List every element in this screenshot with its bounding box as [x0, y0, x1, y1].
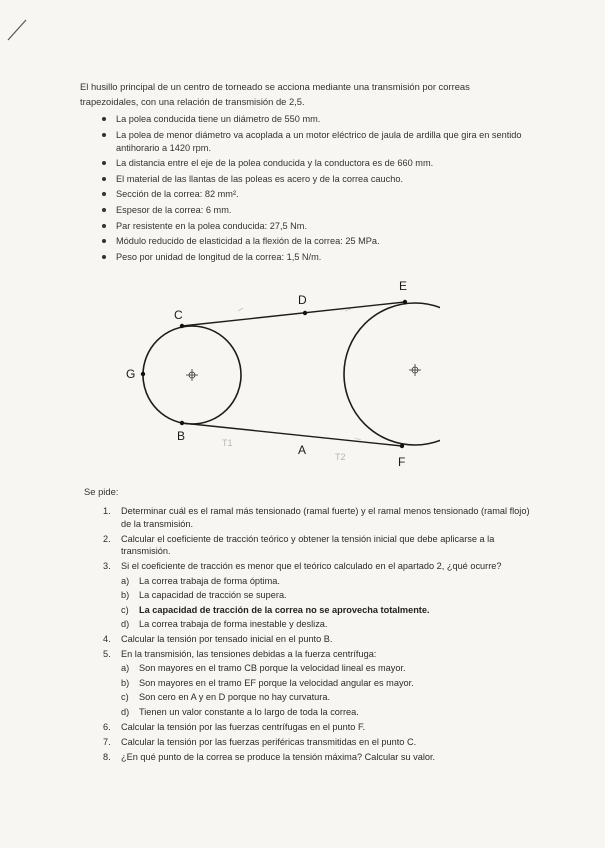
- large-pulley-center-icon: [409, 364, 421, 376]
- question-item: [103, 505, 533, 530]
- option-letter: d): [121, 706, 130, 717]
- option-text: La correa trabaja de forma inestable y desliza.: [139, 618, 328, 629]
- large-pulley: [344, 303, 440, 445]
- point-g: [141, 372, 145, 376]
- question-item: [103, 721, 533, 734]
- option-item: [121, 706, 533, 719]
- question-text: Calcular la tensión por las fuerzas centrífugas en el punto F.: [121, 721, 366, 732]
- list-item: Módulo reducido de elasticidad a la flexión de la correa: 25 MPa.: [100, 235, 530, 248]
- question-number: 7.: [103, 736, 111, 747]
- question-item: [103, 736, 533, 749]
- question-item: [103, 751, 533, 764]
- point-c: [180, 324, 184, 328]
- option-letter: c): [121, 692, 129, 703]
- list-item: Espesor de la correa: 6 mm.: [100, 204, 530, 217]
- option-letter: b): [121, 677, 130, 688]
- option-item: [121, 589, 533, 602]
- option-text: Son cero en A y en D porque no hay curvatura.: [139, 692, 331, 703]
- belt-upper-branch: [182, 302, 405, 326]
- pencil-marks: [238, 308, 361, 440]
- point-b: [180, 421, 184, 425]
- question-number: 4.: [103, 633, 111, 644]
- list-item: El material de las llantas de las poleas es acero y de la correa caucho.: [100, 173, 530, 186]
- option-text: La correa trabaja de forma óptima.: [139, 575, 280, 586]
- option-letter: b): [121, 590, 130, 601]
- section-heading: Se pide:: [84, 486, 119, 497]
- option-item: [121, 691, 533, 704]
- belt-lower-branch: [182, 423, 402, 446]
- option-text: Son mayores en el tramo EF porque la velocidad angular es mayor.: [139, 677, 414, 688]
- question-number: 1.: [103, 506, 111, 516]
- question-text: Calcular el coeficiente de tracción teórico y obtener la tensión inicial que debe aplicarse a la transmisión.: [121, 533, 495, 557]
- label-c: C: [174, 308, 183, 322]
- question-list: [103, 505, 533, 766]
- question-number: 6.: [103, 721, 111, 732]
- option-text: La capacidad de tracción se supera.: [139, 590, 287, 601]
- point-f: [400, 444, 404, 448]
- data-list: [100, 113, 530, 266]
- option-letter: a): [121, 663, 130, 674]
- option-item: [121, 604, 533, 617]
- question-item: [103, 560, 533, 630]
- option-text: Son mayores en el tramo CB porque la velocidad lineal es mayor.: [139, 663, 406, 674]
- handwritten-note: T1: [222, 438, 233, 448]
- option-item: [121, 618, 533, 631]
- question-text: ¿En qué punto de la correa se produce la tensión máxima? Calcular su valor.: [121, 751, 436, 762]
- question-number: 8.: [103, 751, 111, 762]
- handwritten-note: T2: [335, 452, 346, 462]
- option-list: [121, 662, 533, 718]
- belt-drive-diagram: [110, 270, 440, 475]
- question-text: Determinar cuál es el ramal más tensionado (ramal fuerte) y el ramal menos tensionado (ramal flojo) de la transmisión.: [121, 506, 530, 529]
- option-letter: d): [121, 618, 130, 629]
- question-text: En la transmisión, las tensiones debidas a la fuerza centrífuga:: [121, 648, 377, 659]
- intro-paragraph: El husillo principal de un centro de torneado se acciona mediante una transmisión por correas trapezoidales, con una relación de transmisión de 2,5.: [80, 81, 470, 107]
- question-number: 5.: [103, 648, 111, 659]
- option-item: [121, 575, 533, 588]
- list-item: Sección de la correa: 82 mm².: [100, 188, 530, 201]
- question-item: [103, 633, 533, 646]
- label-d: D: [298, 293, 307, 307]
- list-item: Par resistente en la polea conducida: 27,5 Nm.: [100, 220, 530, 233]
- option-text: La capacidad de tracción de la correa no se aprovecha totalmente.: [139, 604, 430, 615]
- option-list: [121, 575, 533, 631]
- question-item: [103, 533, 533, 558]
- question-text: Si el coeficiente de tracción es menor que el teórico calculado en el apartado 2, ¿qué ocurre?: [121, 561, 502, 572]
- question-text: Calcular la tensión por las fuerzas periféricas transmitidas en el punto C.: [121, 736, 417, 747]
- small-pulley-center-icon: [186, 369, 198, 381]
- label-a: A: [298, 443, 307, 457]
- point-d: [303, 311, 307, 315]
- option-item: [121, 662, 533, 675]
- question-text: Calcular la tensión por tensado inicial en el punto B.: [121, 633, 333, 644]
- option-letter: a): [121, 575, 130, 586]
- question-number: 2.: [103, 533, 111, 544]
- question-number: 3.: [103, 561, 111, 572]
- label-b: B: [177, 429, 186, 443]
- label-g: G: [126, 367, 136, 381]
- option-letter: c): [121, 604, 129, 615]
- point-e: [403, 300, 407, 304]
- label-e: E: [399, 279, 408, 293]
- pen-mark: [0, 0, 40, 50]
- list-item: La distancia entre el eje de la polea conducida y la conductora es de 660 mm.: [100, 157, 530, 170]
- list-item: La polea de menor diámetro va acoplada a un motor eléctrico de jaula de ardilla que gira en sentido antihorario a 1420 rpm.: [100, 129, 530, 155]
- list-item: Peso por unidad de longitud de la correa: 1,5 N/m.: [100, 251, 530, 264]
- list-item: La polea conducida tiene un diámetro de 550 mm.: [100, 113, 530, 126]
- question-item: [103, 648, 533, 718]
- option-item: [121, 677, 533, 690]
- label-f: F: [398, 455, 406, 469]
- option-text: Tienen un valor constante a lo largo de toda la correa.: [139, 706, 359, 717]
